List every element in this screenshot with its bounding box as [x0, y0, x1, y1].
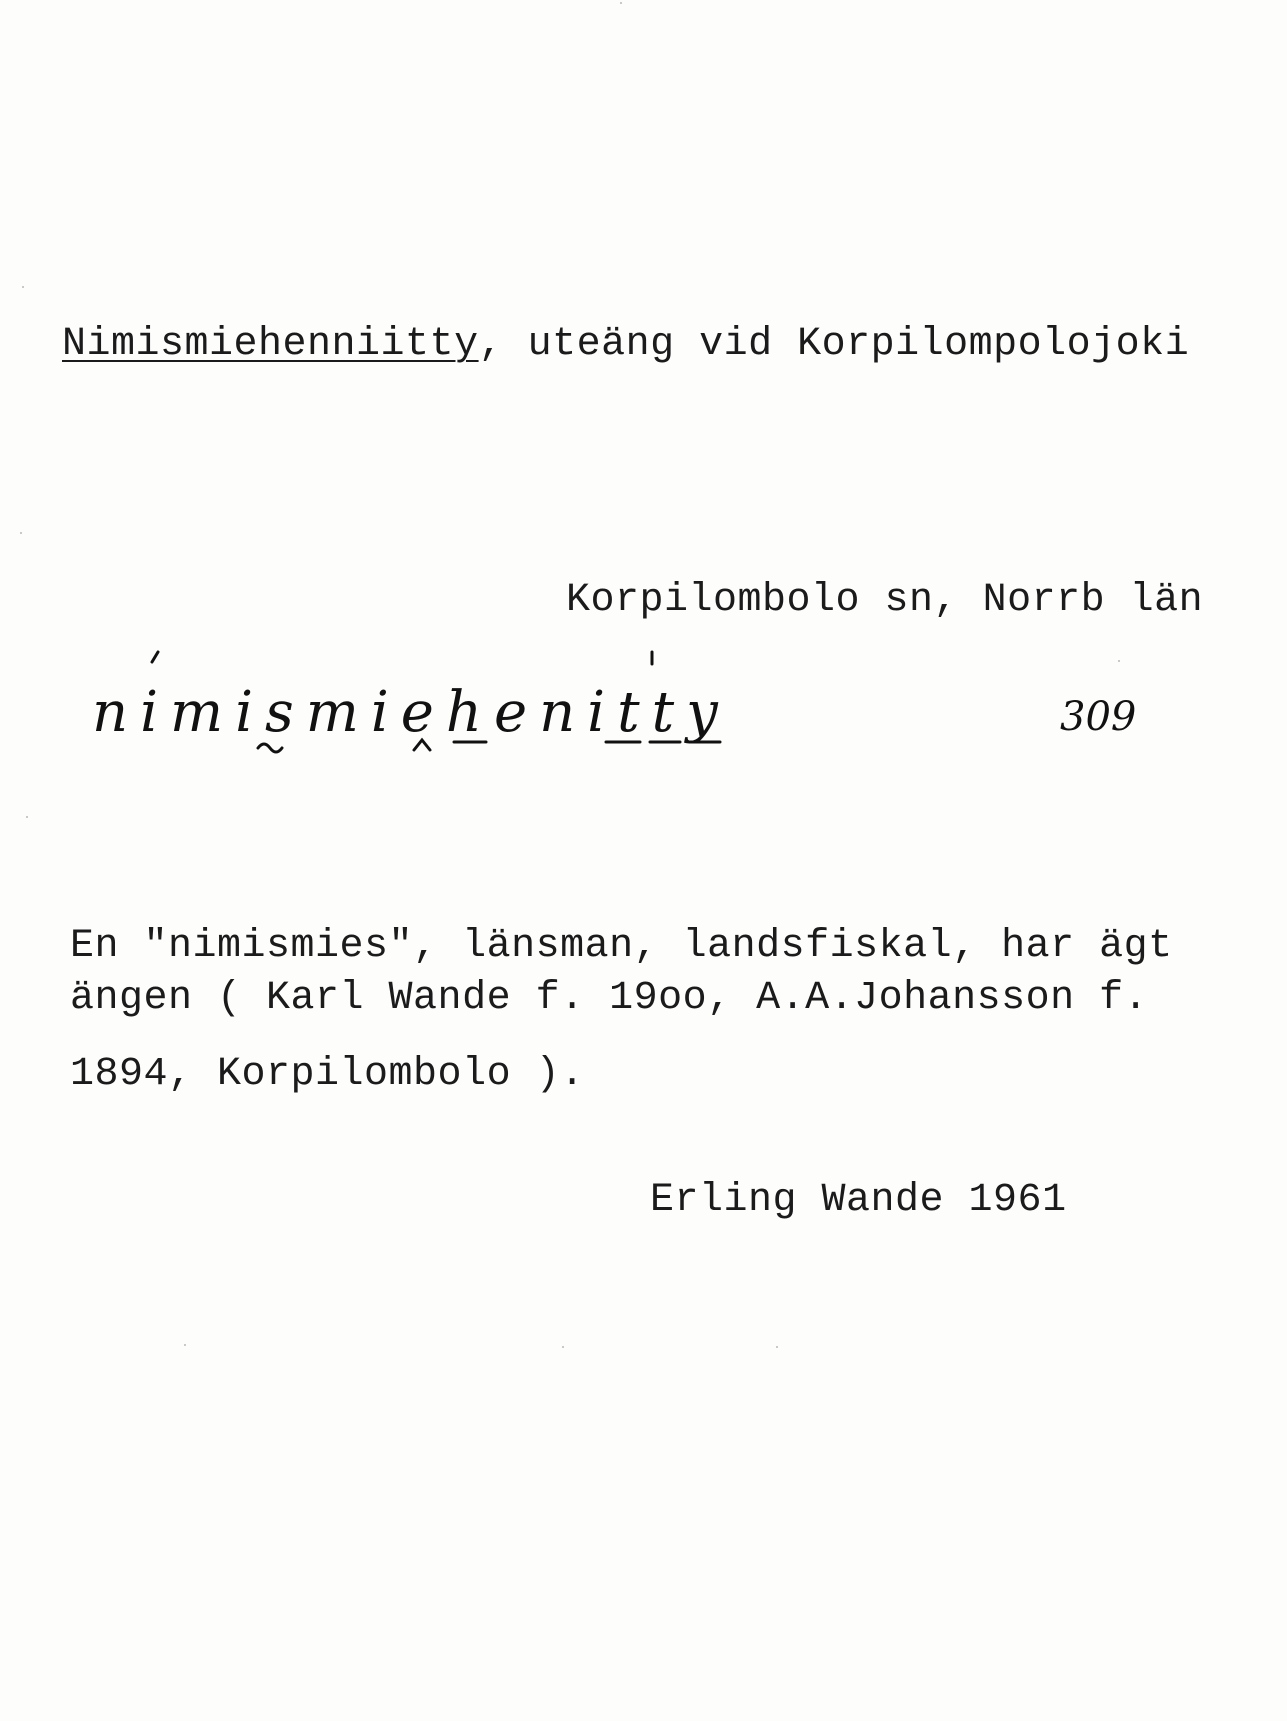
paper-speck	[22, 286, 24, 288]
paper-speck	[1118, 660, 1120, 662]
headword: Nimismiehenniitty	[62, 322, 479, 367]
paper-speck	[184, 1344, 186, 1346]
signature: Erling Wande 1961	[650, 1178, 1067, 1223]
body-line-1: En "nimismies", länsman, landsfiskal, har ägt	[70, 924, 1173, 969]
title-rest: , uteäng vid Korpilompolojoki	[478, 322, 1190, 367]
title-line	[62, 322, 1189, 367]
body-line-2: ängen ( Karl Wande f. 19oo, A.A.Johansson f.	[70, 976, 1149, 1021]
paper-speck	[562, 1346, 564, 1348]
paper-speck	[20, 532, 22, 534]
card-number: 309	[1060, 694, 1137, 740]
paper-speck	[26, 816, 28, 818]
body-line-3: 1894, Korpilombolo ).	[70, 1052, 585, 1097]
handwritten-phonetic-form: nimismiehenitty	[92, 680, 730, 745]
paper-speck	[776, 1346, 778, 1348]
acute-mark-1	[152, 652, 158, 662]
paper-speck	[620, 2, 622, 4]
tilde-mark-1	[258, 744, 282, 752]
location-line: Korpilombolo sn, Norrb län	[566, 578, 1204, 623]
